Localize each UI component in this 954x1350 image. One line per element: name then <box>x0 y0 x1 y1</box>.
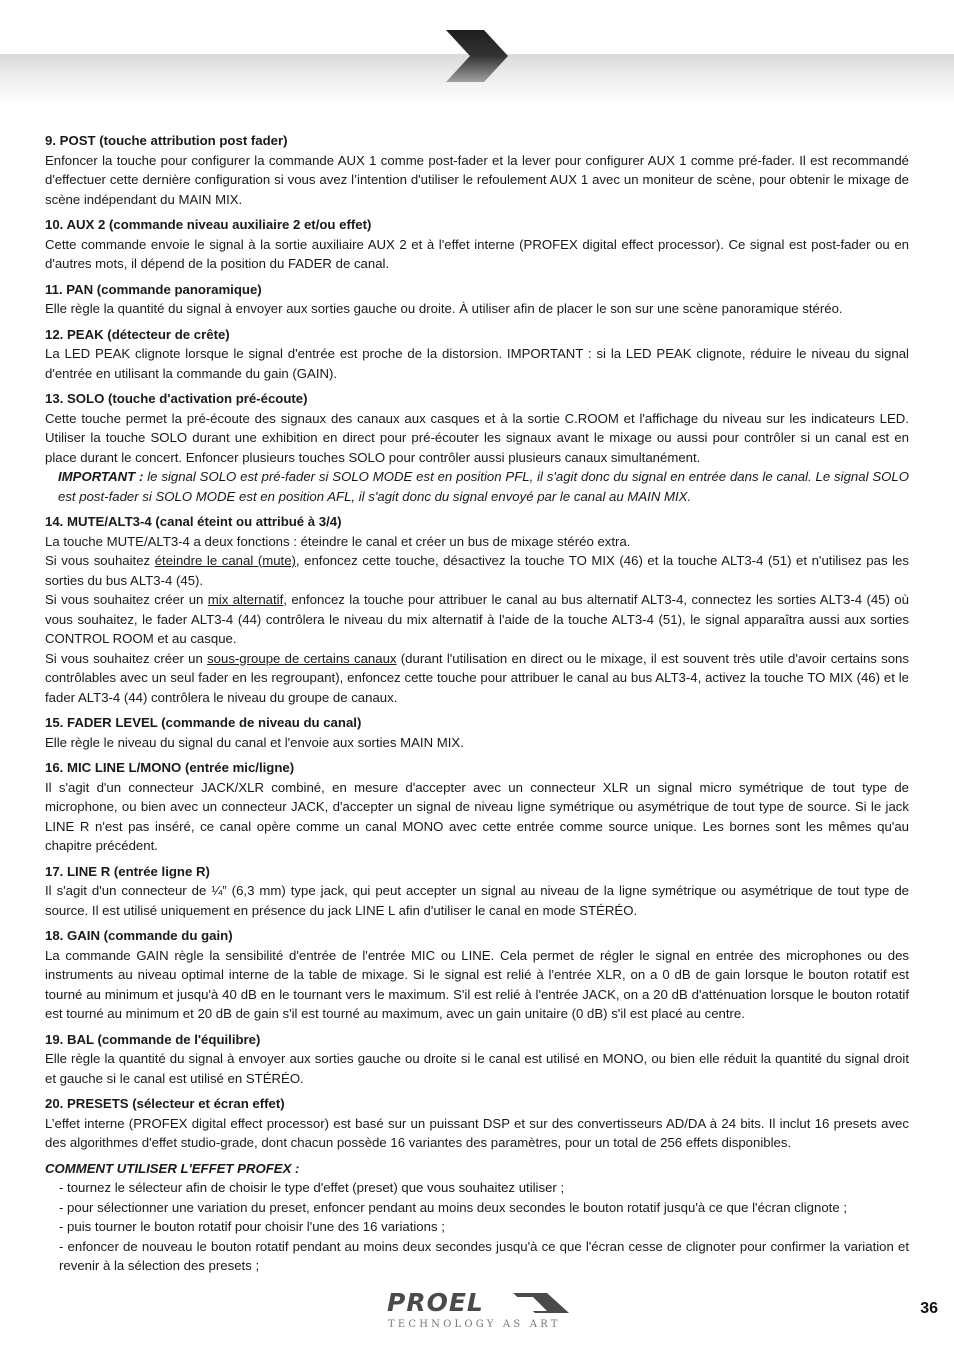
section-title: 16. MIC LINE L/MONO (entrée mic/ligne) <box>45 760 295 775</box>
proel-logo <box>387 1290 571 1332</box>
important-label: IMPORTANT : <box>58 469 144 484</box>
howto-block <box>45 1159 909 1276</box>
important-note <box>45 467 909 506</box>
section-text: Elle règle la quantité du signal à envoyer aux sorties gauche ou droite. À utiliser afin de placer le son sur une scène panoramique stéréo. <box>45 301 843 316</box>
underlined-term: éteindre le canal (mute) <box>154 553 296 568</box>
document-body <box>45 131 909 1276</box>
section-fader-level <box>45 713 909 752</box>
section-text: La LED PEAK clignote lorsque le signal d'entrée est proche de la distorsion. IMPORTANT : si la LED PEAK clignote, réduire le niveau du signal d'entrée en utilisant la commande du gain (GAIN). <box>45 346 909 381</box>
section-gain <box>45 926 909 1024</box>
text-run: Si vous souhaitez créer un <box>45 592 208 607</box>
howto-step: - pour sélectionner une variation du preset, enfoncer pendant au moins deux secondes le bouton rotatif jusqu'à ce que l'écran clignote ; <box>59 1199 847 1215</box>
section-text: L’effet interne (PROFEX digital effect processor) est basé sur un puissant DSP et sur des convertisseurs AD/DA à 24 bits. Il inclut 16 presets avec des algorithmes d'effet studio-grade, dont chacun possède 16 variantes des paramètres, pour un total de 256 effets disponibles. <box>45 1115 909 1150</box>
text-run: (durant l'utilisation en direct ou le mixage, il est souvent très utile d'avoir certains sons contrôlables avec un seul fader en les regroupant), enfoncez cette touche pour attribuer le canal au bus ALT3-4, activez la touche TO MIX (46) et le fader ALT3-4 (44) contrôlera le niveau du groupe de canaux. <box>45 650 909 705</box>
section-presets <box>45 1094 909 1153</box>
logo-mark-icon <box>513 1293 569 1313</box>
section-mute <box>45 512 909 707</box>
section-mic-line <box>45 758 909 856</box>
text-run: , enfoncez cette touche, désactivez la touche TO MIX (46) et la touche ALT3-4 (51) et n'utilisez pas les sorties du bus ALT3-4 (45). <box>45 553 909 588</box>
section-text: La commande GAIN règle la sensibilité d'entrée de l'entrée MIC ou LINE. Cela permet de régler le signal en entrée des microphones ou des instruments au niveau optimal interne de la table de mixage. Si le signal est relié à l'entrée XLR, on a 0 dB de gain lorsque le bouton rotatif est tourné au minimum et jusqu'à 40 dB en le tournant vers le maximum. S'il est relié à l'entrée JACK, on a 20 dB d'atténuation lorsque le bouton rotatif est tourné au minimum et 20 dB de gain s'il est tourné au maximum, avec un gain unitaire (0 dB) s'il est placé au centre. <box>45 947 909 1021</box>
section-pan <box>45 280 909 319</box>
logo-wordmark: PROEL <box>387 1288 484 1317</box>
section-text: Elle règle la quantité du signal à envoyer aux sorties gauche ou droite si le canal est utilisé en MONO, ou bien elle réduit la quantité du signal droit et gauche si le canal est utilisé en STÉRÉO. <box>45 1051 909 1086</box>
section-title: 18. GAIN (commande du gain) <box>45 928 233 943</box>
section-title: 15. FADER LEVEL (commande de niveau du canal) <box>45 715 362 730</box>
section-text: Il s'agit d'un connecteur JACK/XLR combiné, en mesure d'accepter avec un connecteur XLR un signal micro symétrique de tout type de microphone, ou bien avec un connecteur JACK, d'accepter un signal de niveau ligne symétrique ou asymétrique de tout type de source. Si le jack LINE R n'est pas inséré, ce canal opère comme un canal MONO avec cette entrée comme source unique. Les bornes sont les mêmes qu'au chapitre précédent. <box>45 779 909 853</box>
howto-step: - puis tourner le bouton rotatif pour choisir l'une des 16 variations ; <box>59 1219 445 1234</box>
section-text <box>45 551 909 590</box>
section-text: La touche MUTE/ALT3-4 a deux fonctions : éteindre le canal et créer un bus de mixage stéréo extra. <box>45 533 631 549</box>
section-title: 17. LINE R (entrée ligne R) <box>45 863 210 879</box>
howto-title: COMMENT UTILISER L'EFFET PROFEX : <box>45 1160 300 1176</box>
section-title: 14. MUTE/ALT3-4 (canal éteint ou attribué à 3/4) <box>45 514 342 529</box>
text-run: , enfoncez la touche pour attribuer le canal au bus alternatif ALT3-4, connectez les sorties ALT3-4 (45) où vous souhaitez, le fader ALT3-4 (44) contrôlera le niveau du mix alternatif à l'aide de la touche ALT3-4 (51), le signal apparaîtra aussi aux sorties CONTROL ROOM et au casque. <box>45 592 909 646</box>
section-text: Elle règle le niveau du signal du canal et l'envoie aux sorties MAIN MIX. <box>45 734 464 750</box>
section-bal <box>45 1030 909 1089</box>
section-line-r <box>45 862 909 921</box>
section-text <box>45 590 909 649</box>
section-text: Cette touche permet la pré-écoute des signaux des canaux aux casques et à la sortie C.ROOM et l'affichage du niveau sur les indicateurs LED. Utiliser la touche SOLO durant une exhibition en direct pour pré-écouter les signaux avant le mixage ou aussi pour contrôler si un canal est en place durant le concert. Enfoncer plusieurs touches SOLO pour contrôler aussi plusieurs canaux simultanément. <box>45 410 909 465</box>
section-title: 9. POST (touche attribution post fader) <box>45 133 288 148</box>
page-number: 36 <box>920 1300 938 1317</box>
underlined-term: mix alternatif <box>207 592 284 607</box>
section-post <box>45 131 909 209</box>
section-title: 12. PEAK (détecteur de crête) <box>45 326 230 342</box>
section-text: Il s'agit d'un connecteur de ¼” (6,3 mm) type jack, qui peut accepter un signal au niveau de la ligne symétrique ou asymétrique de tout type de source. Il est utilisé uniquement en présence du jack LINE L afin d'utiliser le canal en mode STÉRÉO. <box>45 883 909 918</box>
howto-step: - enfoncer de nouveau le bouton rotatif pendant au moins deux secondes jusqu'à ce que l'écran cesse de clignoter pour confirmer la variation et revenir à la sélection des presets ; <box>59 1238 909 1273</box>
section-solo <box>45 389 909 506</box>
section-text <box>45 649 909 708</box>
howto-step: - tournez le sélecteur afin de choisir le type d'effet (preset) que vous souhaitez utiliser ; <box>59 1180 565 1195</box>
logo-tagline: TECHNOLOGY AS ART <box>388 1319 561 1330</box>
important-text: le signal SOLO est pré-fader si SOLO MODE est en position PFL, il s'agit donc du signal en entrée dans le canal. Le signal SOLO est post-fader si SOLO MODE est en position AFL, il s'agit donc du signal envoyé par le canal au MAIN MIX. <box>58 469 909 504</box>
text-run: Si vous souhaitez créer un <box>45 650 208 666</box>
section-peak <box>45 325 909 384</box>
section-text: Enfoncer la touche pour configurer la commande AUX 1 comme post-fader et la lever pour configurer AUX 1 comme pré-fader. Il est recommandé d'effectuer cette dernière configuration si vous avez l’intention d'utiliser le refoulement AUX 1 avec un moniteur de scène, pour obtenir le mixage de scène indépendant du MAIN MIX. <box>45 152 909 207</box>
section-title: 11. PAN (commande panoramique) <box>45 281 262 297</box>
section-title: 19. BAL (commande de l'équilibre) <box>45 1031 261 1047</box>
chevron-right-icon <box>444 28 510 84</box>
section-title: 20. PRESETS (sélecteur et écran effet) <box>45 1096 285 1111</box>
section-text: Cette commande envoie le signal à la sortie auxiliaire AUX 2 et à l'effet interne (PROFEX digital effect processor). Ce signal est post-fader ou en d'autres mots, il dépend de la position du FADER de canal. <box>45 236 909 271</box>
underlined-term: sous-groupe de certains canaux <box>207 650 397 666</box>
section-title: 13. SOLO (touche d'activation pré-écoute) <box>45 391 308 406</box>
section-aux2 <box>45 215 909 274</box>
section-title: 10. AUX 2 (commande niveau auxiliaire 2 et/ou effet) <box>45 217 372 232</box>
text-run: Si vous souhaitez <box>45 553 155 568</box>
